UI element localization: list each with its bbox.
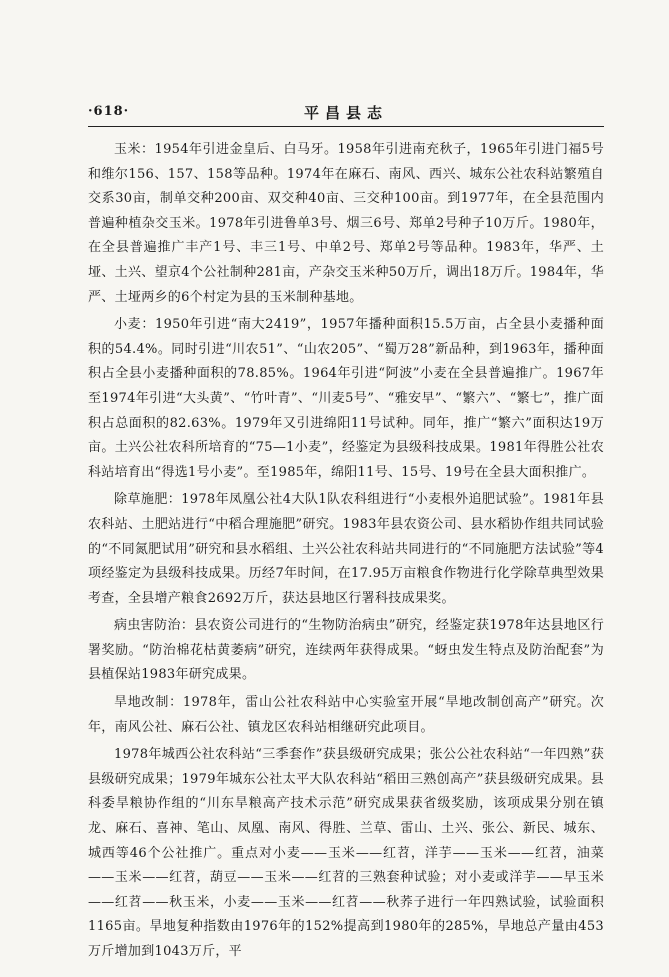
page-header	[88, 100, 604, 127]
paragraph-corn: 玉米：1954年引进金皇后、白马牙。1958年引进南充秋子，1965年引进门福5号和维尔156、157、158等品种。1974年在麻石、南风、西兴、城东公社农科站繁殖自交系30亩，制单交种200亩、双交种40亩、三交种100亩。到1977年，在全县范围内普遍种植杂交玉米。1978年引进鲁单3号、烟三6号、郑单2号种子10万斤。1980年，在全县普遍推广丰产1号、丰三1号、中单2号、郑单2号等品种。1983年，华严、土垭、土兴、望京4个公社制种281亩，产杂交玉米种50万斤，调出18万斤。1984年，华严、土垭两乡的6个村定为县的玉米制种基地。	[88, 142, 604, 305]
body-text	[88, 138, 604, 968]
paragraph-pest-control: 病虫害防治：县农资公司进行的“生物防治病虫”研究，经鉴定获1978年达县地区行署奖励。“防治棉花枯黄萎病”研究，连续两年获得成果。“蚜虫发生特点及防治配套”为县植保站1983年研究成果。	[88, 618, 604, 683]
book-title: 平昌县志	[303, 104, 388, 122]
paragraph-wheat: 小麦：1950年引进“南大2419”，1957年播种面积15.5万亩，占全县小麦播种面积的54.4%。同时引进“川农51”、“山农205”、“蜀万28”新品种，到1963年，播种面积占全县小麦播种面积的78.85%。1964年引进“阿波”小麦在全县普遍推广。1967年至1974年引进“大头黄”、“竹叶青”、“川麦5号”、“雅安早”、“繁六”、“繁七”，推广面积占总面积的82.63%。1979年又引进绵阳11号试种。同年，推广“繁六”面积达19万亩。土兴公社农科所培育的“75—1小麦”，经鉴定为县级科技成果。1981年得胜公社农科站培育出“得选1号小麦”。至1985年，绵阳11号、15号、19号在全县大面积推广。	[88, 317, 604, 480]
paragraph-dryland-reform: 旱地改制：1978年，雷山公社农科站中心实验室开展“旱地改制创高产”研究。次年，南风公社、麻石公社、镇龙区农科站相继研究此项目。	[88, 695, 604, 735]
paragraph-weeding-fertilizing: 除草施肥：1978年凤凰公社4大队1队农科组进行“小麦根外追肥试验”。1981年县农科站、土肥站进行“中稻合理施肥”研究。1983年县农资公司、县水稻协作组共同试验的“不同氮肥试用”研究和县水稻组、土兴公社农科站共同进行的“不同施肥方法试验”等4项经鉴定为县级科技成果。历经7年时间，在17.95万亩粮食作物进行化学除草典型效果考查，全县增产粮食2692万斤，获达县地区行署科技成果奖。	[88, 492, 604, 606]
paragraph-intercropping: 1978年城西公社农科站“三季套作”获县级研究成果；张公公社农科站“一年四熟”获县级研究成果；1979年城东公社太平大队农科站“稻田三熟创高产”获县级研究成果。县科委旱粮协作组的“川东旱粮高产技术示范”研究成果获省级奖励，该项成果分别在镇龙、麻石、喜神、笔山、凤凰、南风、得胜、兰草、雷山、土兴、张公、新民、城东、城西等46个公社推广。重点对小麦——玉米——红苕，洋芋——玉米——红苕，油菜——玉米——红苕，葫豆——玉米——红苕的三熟套种试验；对小麦或洋芋——早玉米——红苕——秋玉米，小麦——玉米——红苕——秋荞子进行一年四熟试验，试验面积1165亩。旱地复种指数由1976年的152%提高到1980年的285%，旱地总产量由453万斤增加到1043万斤，平	[88, 747, 604, 959]
page-number: ·618·	[88, 104, 130, 119]
